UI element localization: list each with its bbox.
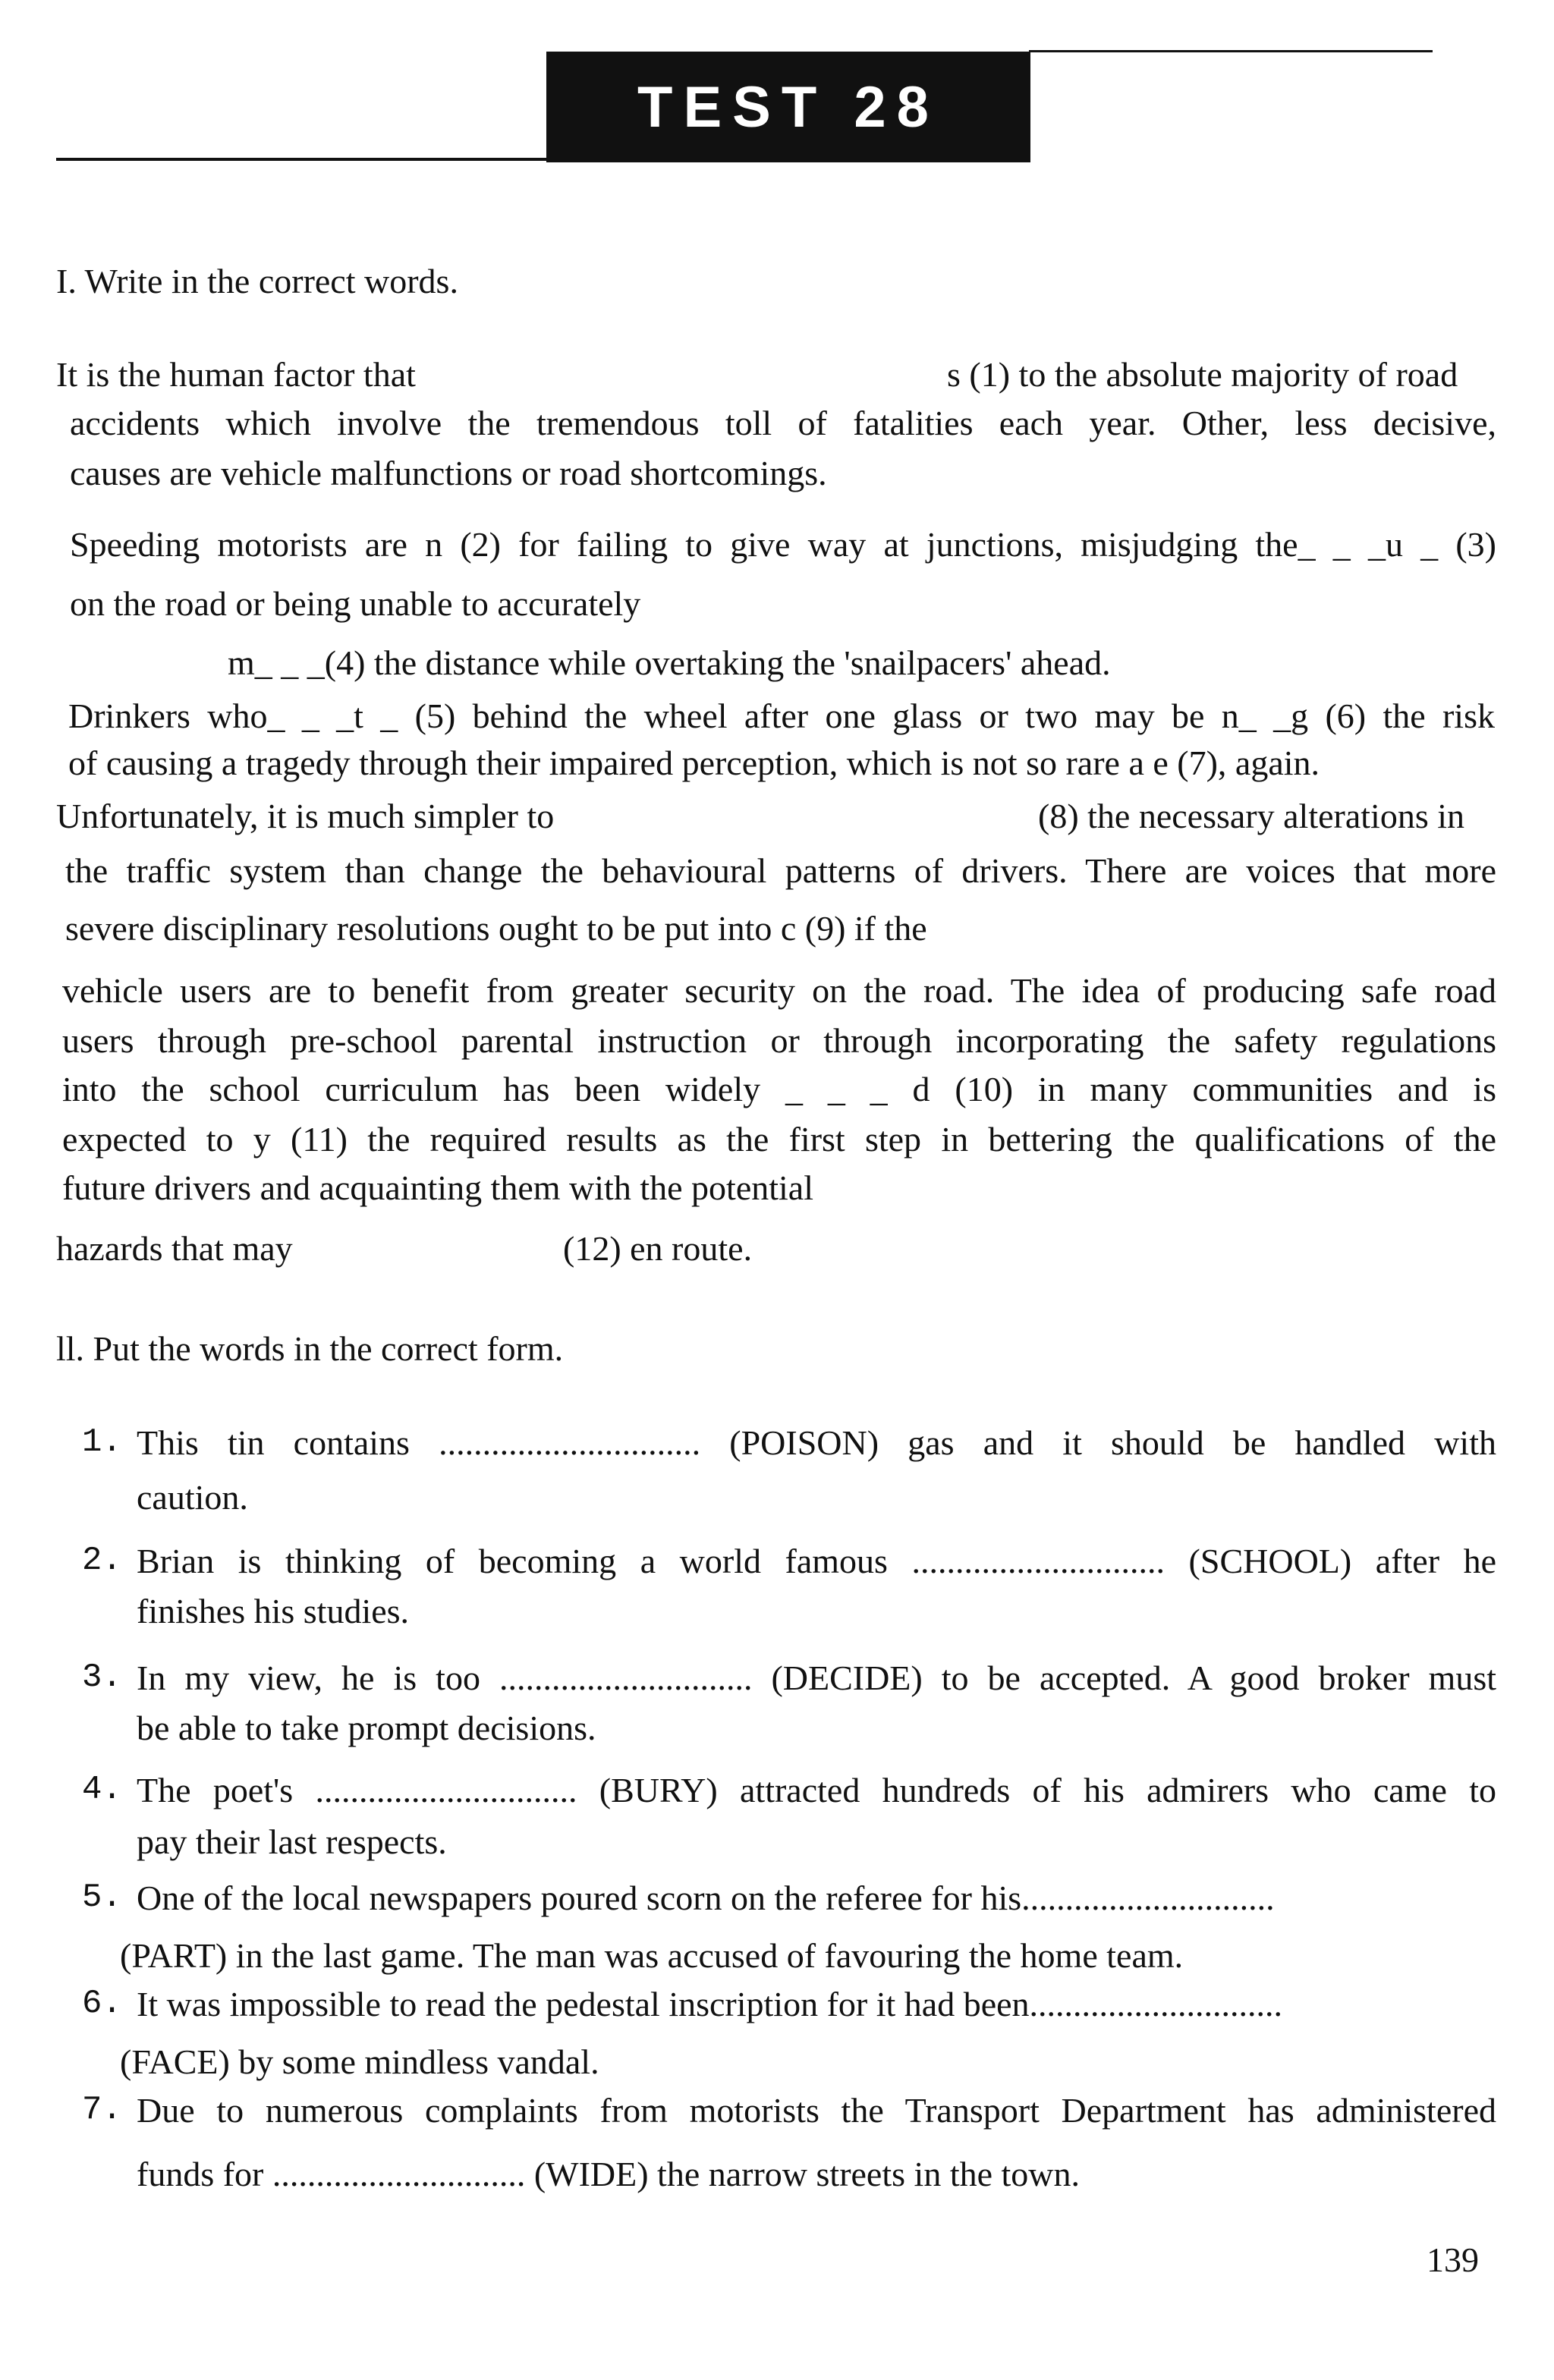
item-4-line-1: The poet's .............................. (BURY) attracted hundreds of his admirers who came to — [137, 1771, 1496, 1809]
header-rule-right — [1029, 50, 1433, 52]
header-rule-left — [56, 158, 548, 161]
section-2-heading: ll. Put the words in the correct form. — [56, 1329, 564, 1368]
item-1-number: 1. — [82, 1423, 122, 1461]
item-6-line-1: It was impossible to read the pedestal inscription for it had been............................. — [137, 1985, 1283, 2023]
page-header — [0, 0, 1554, 182]
item-4-line-2: pay their last respects. — [137, 1822, 447, 1861]
item-1-line-2: caution. — [137, 1478, 248, 1517]
passage-line-17a: hazards that may — [56, 1229, 293, 1268]
passage-line-7: Drinkers who_ _ _t _ (5) behind the wheel after one glass or two may be n_ _g (6) the risk — [68, 696, 1495, 735]
passage-line-9a: Unfortunately, it is much simpler to — [56, 797, 555, 835]
item-5-number: 5. — [82, 1879, 122, 1916]
passage-line-16: future drivers and acquainting them with the potential — [62, 1168, 813, 1207]
passage-line-17b: (12) en route. — [563, 1229, 753, 1268]
passage-line-3: causes are vehicle malfunctions or road shortcomings. — [70, 454, 827, 492]
item-2-line-2: finishes his studies. — [137, 1592, 410, 1630]
passage-line-9b: (8) the necessary alterations in — [1038, 797, 1464, 835]
item-5-line-1: One of the local newspapers poured scorn on the referee for his............................. — [137, 1879, 1275, 1917]
item-3-number: 3. — [82, 1658, 122, 1696]
item-6-line-2: (FACE) by some mindless vandal. — [120, 2042, 599, 2081]
passage-line-12: vehicle users are to benefit from greater security on the road. The idea of producing safe road — [62, 971, 1496, 1010]
item-3-line-1: In my view, he is too ............................. (DECIDE) to be accepted. A good broker must — [137, 1658, 1496, 1697]
passage-line-6: m_ _ _(4) the distance while overtaking the 'snailpacers' ahead. — [228, 643, 1111, 682]
passage-line-2: accidents which involve the tremendous toll of fatalities each year. Other, less decisive, — [70, 404, 1496, 442]
passage-line-15: expected to y (11) the required results as the first step in bettering the qualifications of the — [62, 1120, 1496, 1159]
passage-line-10: the traffic system than change the behavioural patterns of drivers. There are voices that more — [65, 851, 1496, 890]
item-1-line-1: This tin contains .............................. (POISON) gas and it should be handled with — [137, 1423, 1496, 1462]
passage-line-5: on the road or being unable to accurately — [70, 584, 641, 623]
item-3-line-2: be able to take prompt decisions. — [137, 1709, 596, 1747]
item-5-line-2: (PART) in the last game. The man was accused of favouring the home team. — [120, 1936, 1184, 1975]
item-7-number: 7. — [82, 2091, 122, 2129]
passage-line-1b: s (1) to the absolute majority of road — [947, 355, 1458, 394]
page-number: 139 — [1427, 2240, 1479, 2279]
section-1-heading: I. Write in the correct words. — [56, 262, 458, 300]
passage-line-13: users through pre-school parental instruction or through incorporating the safety regulations — [62, 1021, 1496, 1060]
passage-line-4: Speeding motorists are n (2) for failing to give way at junctions, misjudging the_ _ _u _ (3) — [70, 525, 1496, 564]
passage-line-8: of causing a tragedy through their impaired perception, which is not so rare a e (7), again. — [68, 744, 1320, 782]
item-2-line-1: Brian is thinking of becoming a world famous ............................. (SCHOOL) after he — [137, 1542, 1496, 1580]
passage-line-1a: It is the human factor that — [56, 355, 416, 394]
item-2-number: 2. — [82, 1542, 122, 1580]
item-4-number: 4. — [82, 1771, 122, 1809]
test-title: TEST 28 — [546, 52, 1030, 162]
item-6-number: 6. — [82, 1985, 122, 2023]
item-7-line-1: Due to numerous complaints from motorists the Transport Department has administered — [137, 2091, 1496, 2130]
passage-line-11: severe disciplinary resolutions ought to be put into c (9) if the — [65, 909, 927, 948]
item-7-line-2: funds for ............................. (WIDE) the narrow streets in the town. — [137, 2155, 1081, 2193]
passage-line-14: into the school curriculum has been widely _ _ _ d (10) in many communities and is — [62, 1070, 1496, 1108]
